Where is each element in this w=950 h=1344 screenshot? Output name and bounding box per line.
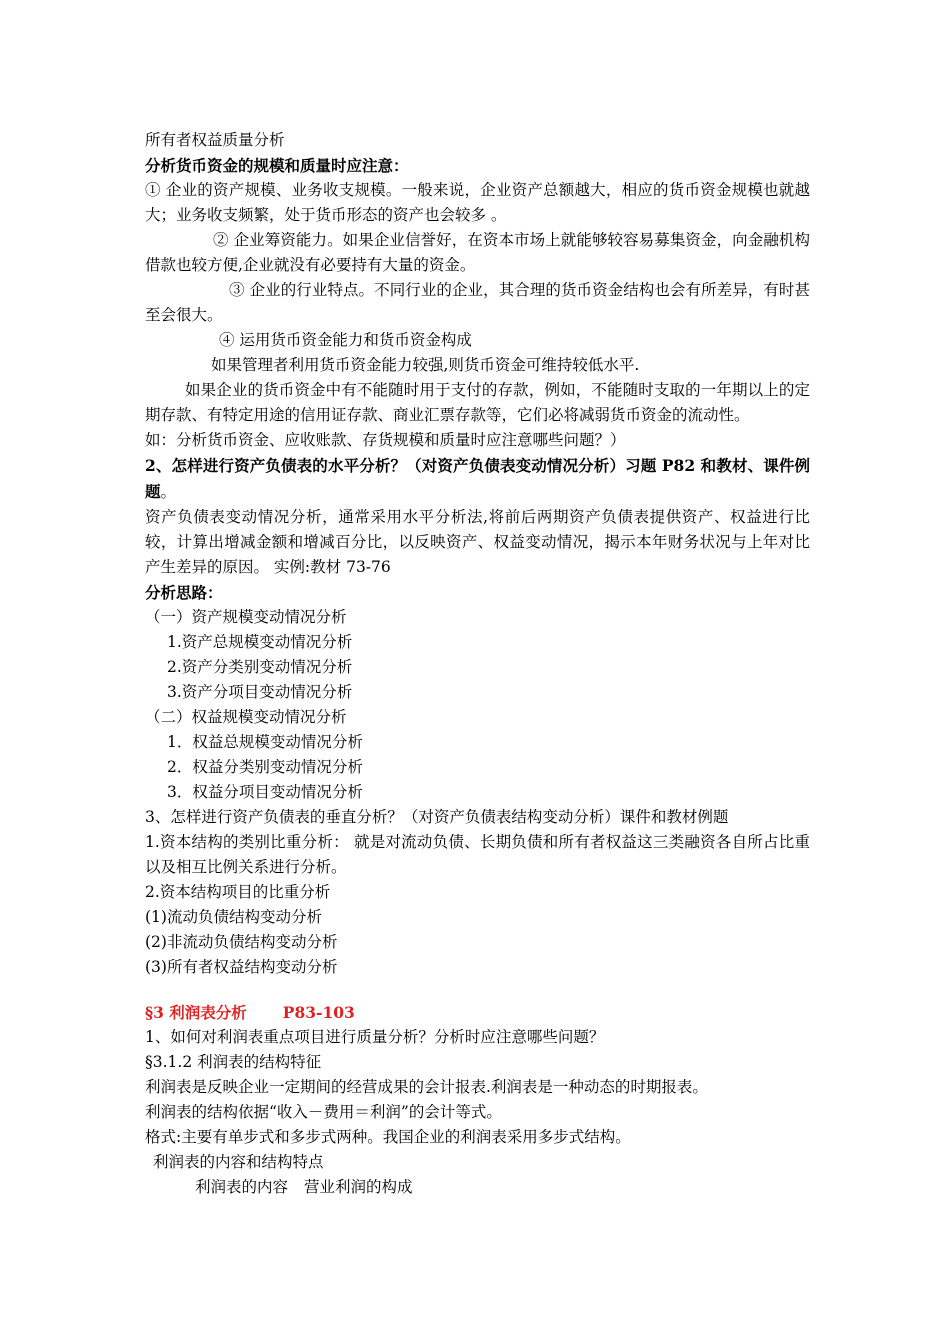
- section-heading: 分析货币资金的规模和质量时应注意：: [145, 156, 409, 175]
- list-item: 2．权益分类别变动情况分析: [167, 758, 363, 776]
- list-item: 3．权益分项目变动情况分析: [167, 783, 363, 801]
- list-item: (2)非流动负债结构变动分析: [145, 933, 338, 951]
- section-heading: [145, 453, 810, 505]
- heading-tail: 。: [160, 483, 177, 501]
- spacer: [145, 980, 810, 1000]
- paragraph: ③ 企业的行业特点。不同行业的企业，其合理的货币资金结构也会有所差异，有时甚至会很大。: [145, 281, 810, 324]
- list-heading: （一）资产规模变动情况分析: [145, 608, 347, 626]
- question-line: 1、如何对利润表重点项目进行质量分析？分析时应注意哪些问题？: [145, 1028, 605, 1046]
- text-line: 利润表的结构依据“收入－费用＝利润”的会计等式。: [145, 1103, 502, 1121]
- text-fragment: 营业利润的构成: [304, 1178, 413, 1196]
- chapter-title: §3 利润表分析: [145, 1003, 247, 1022]
- subsection-heading: §3.1.2 利润表的结构特征: [145, 1053, 322, 1071]
- list-item: 1.资产总规模变动情况分析: [167, 633, 353, 651]
- paragraph: 1.资本结构的类别比重分析： 就是对流动负债、长期负债和所有者权益这三类融资各自所占比重以及相互比例关系进行分析。: [145, 833, 810, 876]
- text-line: ④ 运用货币资金能力和货币资金构成: [219, 331, 472, 349]
- text-line: 如：分析货币资金、应收账款、存货规模和质量时应注意哪些问题？）: [145, 431, 626, 449]
- chapter-heading: [145, 1000, 810, 1025]
- text-line: 格式:主要有单步式和多步式两种。我国企业的利润表采用多步式结构。: [145, 1128, 631, 1146]
- paragraph: 资产负债表变动情况分析，通常采用水平分析法,将前后两期资产负债表提供资产、权益进行比较，计算出增减金额和增减百分比，以反映资产、权益变动情况，揭示本年财务状况与上年对比产生差异的原因。 实例:教材 73-76: [145, 508, 810, 576]
- heading-text: 2、怎样进行资产负债表的水平分析？（对资产负债表变动情况分析）习题 P82 和教材、课件例题: [145, 456, 810, 501]
- list-item: (1)流动负债结构变动分析: [145, 908, 322, 926]
- text-line: 利润表的内容和结构特点: [153, 1153, 324, 1171]
- list-heading: （二）权益规模变动情况分析: [145, 708, 347, 726]
- text-fragment: 利润表的内容: [195, 1178, 289, 1196]
- paragraph: 如果企业的货币资金中有不能随时用于支付的存款，例如，不能随时支取的一年期以上的定期存款、有特定用途的信用证存款、商业汇票存款等，它们必将减弱货币资金的流动性。: [145, 381, 810, 424]
- text-line: 如果管理者利用货币资金能力较强,则货币资金可维持较低水平.: [211, 356, 640, 374]
- text-line: 2.资本结构项目的比重分析: [145, 883, 331, 901]
- chapter-pages: P83-103: [282, 1003, 355, 1022]
- list-item: 2.资产分类别变动情况分析: [167, 658, 353, 676]
- section-heading: 3、怎样进行资产负债表的垂直分析？（对资产负债表结构变动分析）课件和教材例题: [145, 808, 729, 826]
- text-line: 所有者权益质量分析: [145, 131, 285, 149]
- list-item: 3.资产分项目变动情况分析: [167, 683, 353, 701]
- list-item: (3)所有者权益结构变动分析: [145, 958, 338, 976]
- text-line: [145, 1175, 810, 1200]
- section-heading: 分析思路：: [145, 583, 223, 602]
- document-body: [145, 128, 810, 1200]
- paragraph: ① 企业的资产规模、业务收支规模。一般来说，企业资产总额越大，相应的货币资金规模也就越大；业务收支频繁，处于货币形态的资产也会较多 。: [145, 181, 810, 224]
- text-line: 利润表是反映企业一定期间的经营成果的会计报表.利润表是一种动态的时期报表。: [145, 1078, 708, 1096]
- paragraph: ② 企业筹资能力。如果企业信誉好，在资本市场上就能够较容易募集资金，向金融机构借款也较方便,企业就没有必要持有大量的资金。: [145, 231, 810, 274]
- list-item: 1．权益总规模变动情况分析: [167, 733, 363, 751]
